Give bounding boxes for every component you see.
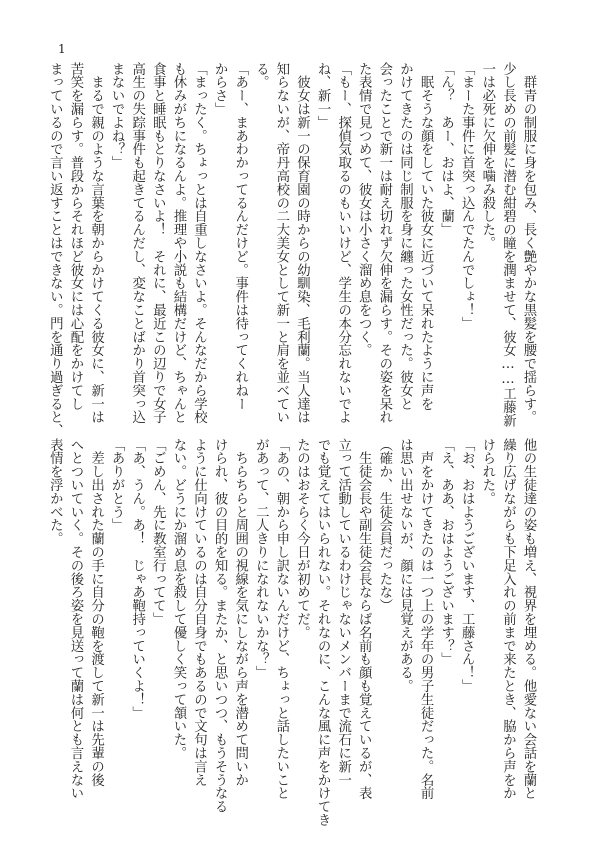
body-text-lower-block: 他の生徒達の姿も増え、視界を埋める。他愛ない会話を蘭と 繰り広げながらも下足入れの前まで来たとき、脇から声をか けられた。 「お、おはようございます、工藤さん！」 「え、ああ、おはようございます？」 声をかけてきたのは一つ上の学年の男子生徒だった。名前 は思い出せないが、顔には見覚えがある。 （確か、生徒会員だったな） 生徒会長や副生徒会長ならば名前も顔も覚えているが、表 立って活動しているわけじゃないメンバーまで流石に新一 でも覚えてはいられない。それなのに、こんな風に声をかけてき たのはおそらく今日が初めてだ。 「あの、朝から申し訳ないんだけど、ちょっと話したいこと があって、二人きりになれないかな？」 ちらちらと周囲の視線を気にしながら声を潜めて問いか けられ、彼の目的を知る。またか、と思いつつ、もうそうなる ように仕向けているのは自分自身でもあるので文句は言え ない。どうにか溜め息を殺して優しく笑って頷いた。 「ごめん、先に教室行ってて」 「あ、うん。あ！ じゃあ鞄持っていくよ！」 「ありがとう」 差し出された蘭の手に自分の鞄を渡して新一は先輩の後 へとついていく。その後ろ姿を見送って蘭は何とも言えない 表情を浮かべた。 bbox=[47, 438, 536, 827]
page-number: 1 bbox=[58, 42, 66, 56]
body-text-upper-block: 群青の制服に身を包み、長く艶やかな黒髪を腰で揺らす。 少し長めの前髪に潜む紺碧の瞳を潤ませて、彼女……工藤新 一は必死に欠伸を噛み殺した。 「まーた事件に首突っ込んでたんでしょ！」 「ん？ あー、おはよ、蘭」 眠そうな顔をしていた彼女に近づいて呆れたように声を かけてきたのは同じ制服を身に纏った女性だった。彼女と 会ったことで新一は耐え切れず欠伸を漏らす。その姿を呆れ た表情で見つめて、彼女は小さく溜め息をつく。 「もー、探偵気取るのもいいけど、学生の本分忘れないでよ ね、新一」 彼女は新一の保育園の時からの幼馴染、毛利蘭。当人達は 知らないが、帝丹高校の二大美女として新一と肩を並べてい る。 「あー、まあわかってるんだけど。事件は待ってくれねー からさ」 「まったく。ちょっとは自重しなさいよ。そんなだから学校 も休みがちになるんよ。推理や小説も結構だけど、ちゃんと 食事と睡眠もとりなさいよ！ それに、最近この辺りで女子 高生の失踪事件も起きてるんだし、変なことばかり首突っ込 まないでよね？」 まるで親のような言葉を朝からかけてくる彼女に、新一は 苦笑を漏らす。普段からそれほど彼女には心配をかけてし まっているので言い返すことはできない。門を通り過ぎると、 bbox=[47, 62, 536, 438]
